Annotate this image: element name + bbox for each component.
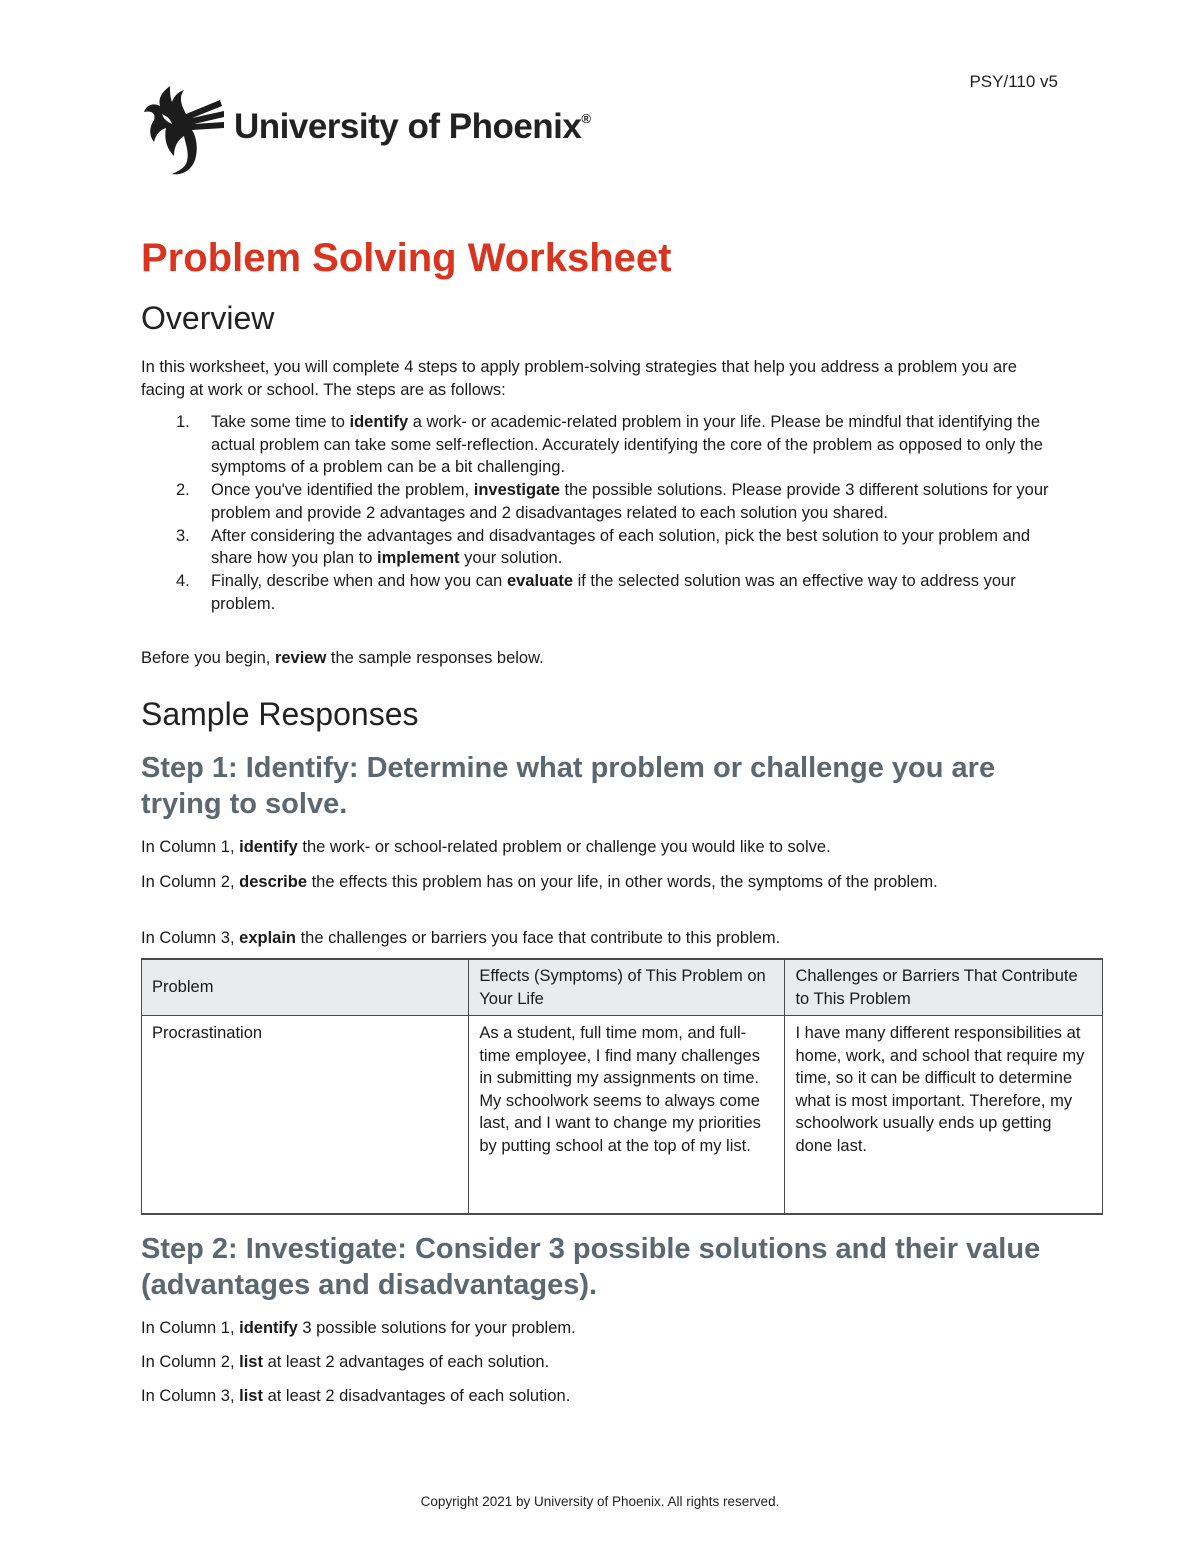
list-item: 2. Once you've identified the problem, investigate the possible solutions. Please provide 3 different solutions for your problem and provide 2 advantages and 2 disadvantages related to each solution you shared.	[176, 481, 1049, 522]
overview-intro: In this worksheet, you will complete 4 steps to apply problem-solving strategies that help you address a problem you are facing at work or school. The steps are as follows:	[141, 358, 1017, 399]
overview-heading: Overview	[141, 300, 275, 336]
table-header-row	[142, 959, 1103, 1016]
table-header-cell: Problem	[142, 959, 469, 1016]
logo-text: University of Phoenix®	[234, 107, 591, 146]
table-cell: As a student, full time mom, and full-time employee, I find many challenges in submitting my assignments on time. My schoolwork seems to always come last, and I want to change my priorities by putting school at the top of my list.	[469, 1016, 785, 1215]
table-header-cell: Effects (Symptoms) of This Problem on Your Life	[469, 959, 785, 1016]
page-title: Problem Solving Worksheet	[141, 236, 672, 280]
step1-heading: Step 1: Identify: Determine what problem or challenge you are trying to solve.	[141, 752, 996, 820]
before-you-begin: Before you begin, review the sample responses below.	[141, 649, 544, 667]
step1-sample-table	[141, 958, 1103, 1215]
list-item: 1. Take some time to identify a work- or academic-related problem in your life. Please be mindful that identifying the actual problem can take some self-reflection. Accurately identifying the core of the problem as opposed to only the symptoms of a problem can be a bit challenging.	[176, 413, 1043, 477]
table-row	[142, 1016, 1103, 1215]
list-item: 4. Finally, describe when and how you can evaluate if the selected solution was an effective way to address your problem.	[176, 571, 1016, 613]
list-item: 3. After considering the advantages and disadvantages of each solution, pick the best solution to your problem and share how you plan to implement your solution.	[176, 526, 1031, 568]
copyright-footer: Copyright 2021 by University of Phoenix. All rights reserved.	[420, 1494, 780, 1509]
phoenix-bird-icon	[140, 84, 226, 176]
step2-instruction: In Column 2, list at least 2 advantages of each solution.	[141, 1353, 550, 1371]
step1-instruction: In Column 1, identify the work- or school-related problem or challenge you would like to solve.	[141, 838, 831, 856]
step1-instruction: In Column 3, explain the challenges or barriers you face that contribute to this problem.	[141, 929, 781, 947]
table-header-cell: Challenges or Barriers That Contribute to This Problem	[785, 959, 1103, 1016]
table-cell: I have many different responsibilities at home, work, and school that require my time, so it can be difficult to determine what is most important. Therefore, my schoolwork usually ends up getting done last.	[785, 1016, 1103, 1215]
university-logo	[140, 84, 590, 176]
step2-heading: Step 2: Investigate: Consider 3 possible solutions and their value (advantages and disadvantages).	[141, 1233, 1041, 1301]
table-cell: Procrastination	[142, 1016, 469, 1215]
course-code: PSY/110 v5	[969, 72, 1058, 91]
step1-instruction: In Column 2, describe the effects this problem has on your life, in other words, the symptoms of the problem.	[141, 873, 938, 891]
steps-list	[141, 411, 1061, 615]
step2-instruction: In Column 1, identify 3 possible solutions for your problem.	[141, 1319, 576, 1337]
step2-instruction: In Column 3, list at least 2 disadvantages of each solution.	[141, 1387, 571, 1405]
sample-responses-heading: Sample Responses	[141, 696, 419, 732]
